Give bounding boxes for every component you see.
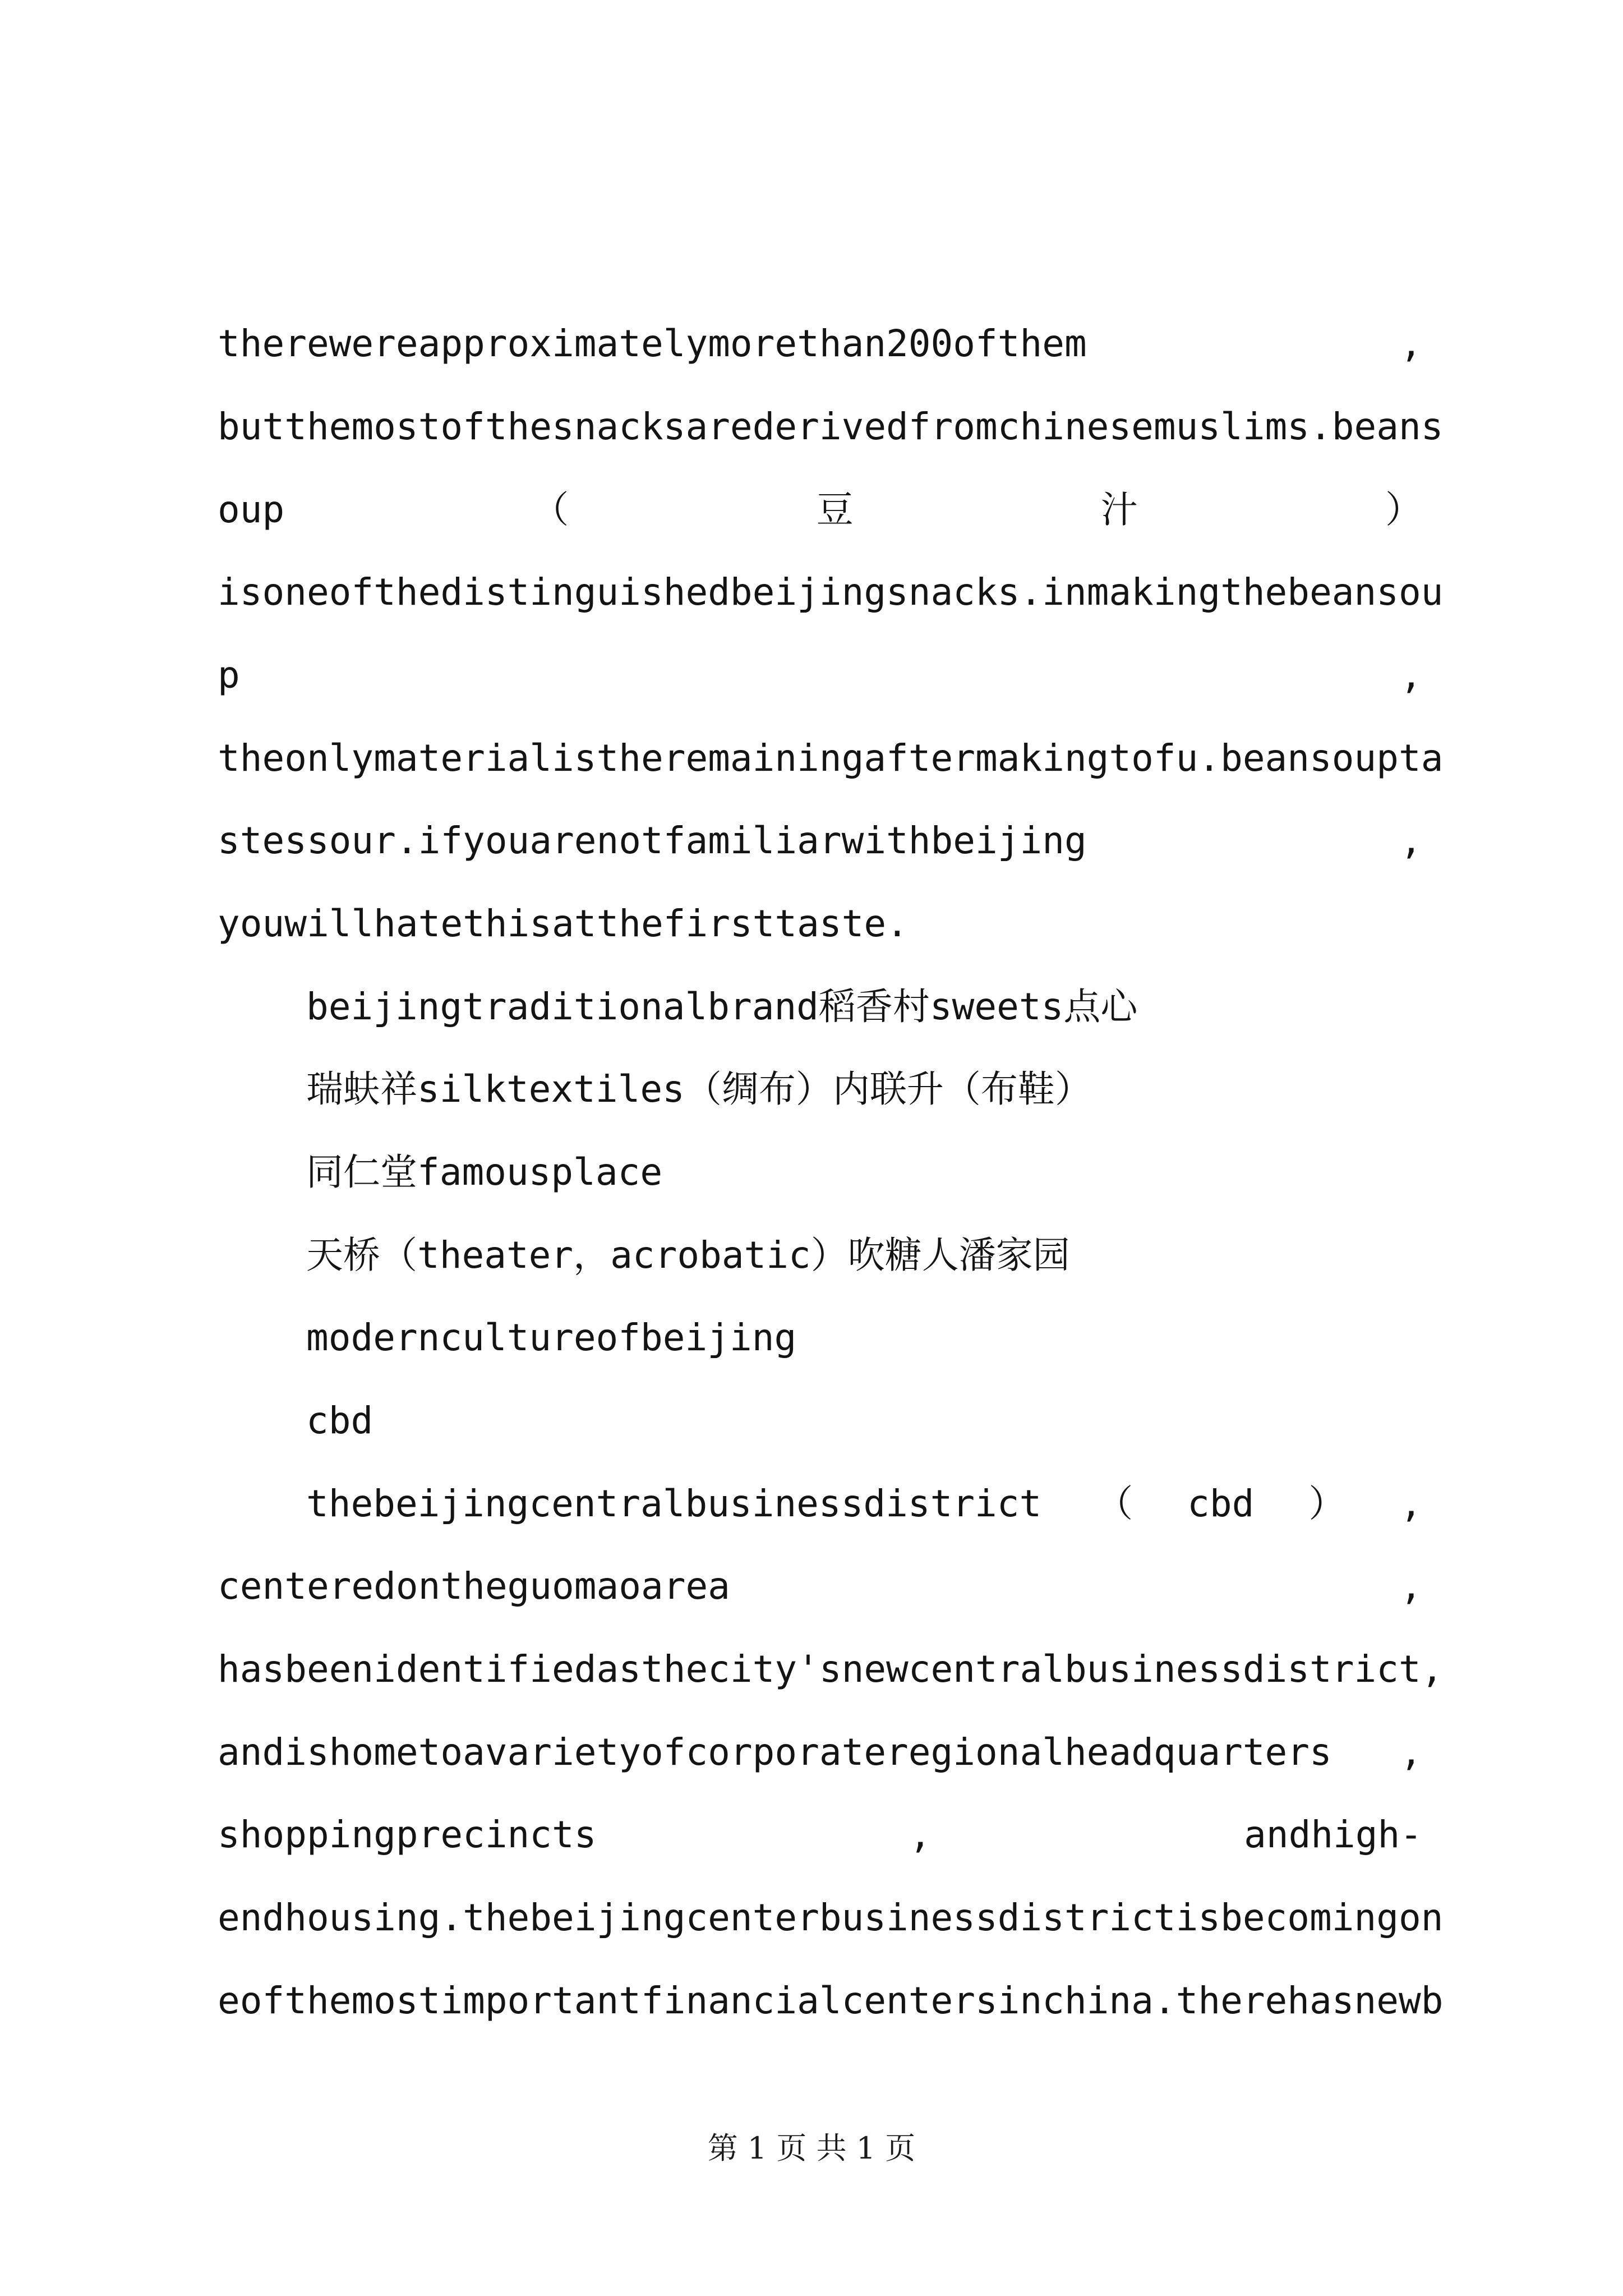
text-segment: andishometoavarietyofcorporateregionalheadquarters	[218, 1731, 1332, 1774]
text-segment: andhigh-	[1244, 1813, 1422, 1856]
text-segment: 瑞蚨祥silktextiles（绸布）内联升（布鞋）	[306, 1068, 1092, 1111]
text-segment: ,	[1400, 1482, 1422, 1525]
page-footer: 第 1 页 共 1 页	[707, 2131, 916, 2166]
text-segment: 同仁堂famousplace	[306, 1151, 663, 1194]
text-segment: ）	[1385, 488, 1422, 531]
text-segment: beijingtraditionalbrand稻香村sweets点心	[306, 985, 1138, 1028]
text-line	[218, 1877, 1444, 1959]
text-segment: （	[532, 488, 569, 531]
text-segment: shoppingprecincts	[218, 1813, 597, 1856]
text-segment: eofthemostimportantfinancialcentersinchina.therehasnewb	[218, 1979, 1444, 2022]
text-segment: ,	[1400, 819, 1422, 862]
text-line	[218, 883, 1422, 965]
text-line	[306, 1131, 1511, 1213]
text-segment: hasbeenidentifiedasthecity'snewcentralbusinessdistrict,	[218, 1648, 1444, 1691]
text-segment: 天桥（theater，acrobatic）吹糖人潘家园	[306, 1234, 1070, 1277]
text-line	[306, 1214, 1511, 1296]
text-segment: ,	[1400, 1565, 1422, 1608]
text-line	[218, 717, 1444, 799]
text-segment: 豆	[816, 488, 854, 531]
text-segment: ）	[1308, 1482, 1346, 1525]
text-segment: oup	[218, 488, 285, 531]
text-segment: youwillhatethisatthefirsttaste.	[218, 902, 909, 945]
text-segment: ,	[1400, 654, 1422, 697]
text-segment: cbd	[1187, 1482, 1255, 1525]
text-segment: cbd	[306, 1399, 374, 1442]
text-segment: stessour.ifyouarenotfamiliarwithbeijing	[218, 819, 1087, 862]
text-line	[218, 551, 1444, 633]
text-line	[218, 1960, 1444, 2042]
text-line	[306, 966, 1511, 1048]
text-segment: centeredontheguomaoarea	[218, 1565, 730, 1608]
text-segment: （	[1096, 1482, 1133, 1525]
text-line	[218, 1711, 1422, 1793]
text-line	[218, 1628, 1444, 1710]
text-segment: therewereapproximatelymorethan200ofthem	[218, 322, 1087, 365]
text-line	[218, 634, 1422, 716]
text-segment: p	[218, 654, 240, 697]
text-segment: ,	[1400, 1731, 1422, 1774]
text-line	[218, 386, 1444, 468]
text-segment: theonlymaterialistheremainingaftermakingtofu.beansoupta	[218, 737, 1444, 780]
text-line	[218, 1794, 1422, 1876]
text-segment: ,	[1400, 322, 1422, 365]
text-segment: ,	[909, 1813, 932, 1856]
text-segment: endhousing.thebeijingcenterbusinessdistrictisbecomingon	[218, 1896, 1444, 1939]
text-line	[306, 1380, 1511, 1462]
text-line	[306, 1463, 1422, 1545]
text-segment: thebeijingcentralbusinessdistrict	[306, 1482, 1042, 1525]
text-segment: isoneofthedistinguishedbeijingsnacks.inmakingthebeansou	[218, 570, 1444, 614]
text-line	[306, 1297, 1511, 1379]
text-line	[218, 469, 1422, 551]
text-line	[218, 800, 1422, 882]
text-line	[218, 303, 1422, 385]
text-line	[218, 1545, 1422, 1627]
text-segment: modernculture​ofbeijing	[306, 1316, 797, 1359]
text-line	[306, 1048, 1511, 1130]
text-segment: 汁	[1100, 488, 1138, 531]
text-segment: butthemostofthesnacksarederivedfromchinesemuslims.beans	[218, 405, 1444, 448]
